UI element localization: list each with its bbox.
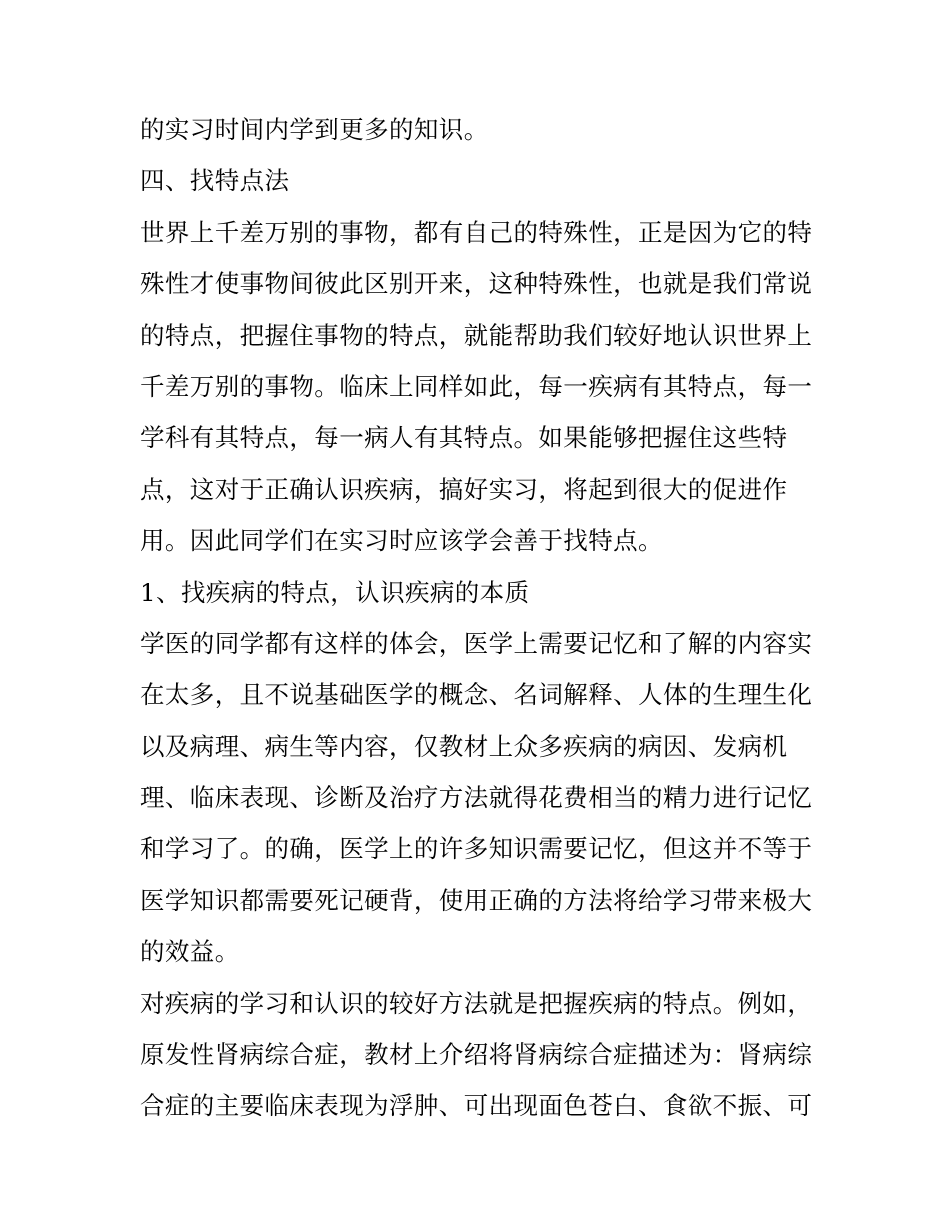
paragraph-line: 理、临床表现、诊断及治疗方法就得花费相当的精力进行记忆: [140, 783, 813, 813]
text-line-continuation: 的实习时间内学到更多的知识。: [140, 115, 489, 144]
paragraph-line: 原发性肾病综合症，教材上介绍将肾病综合症描述为：肾病综: [140, 1040, 813, 1070]
paragraph-line: 对疾病的学习和认识的较好方法就是把握疾病的特点。例如，: [140, 988, 813, 1018]
paragraph-line: 用。因此同学们在实习时应该学会善于找特点。: [140, 526, 663, 556]
paragraph-line: 以及病理、病生等内容，仅教材上众多疾病的病因、发病机: [140, 731, 788, 761]
paragraph-line: 世界上千差万别的事物，都有自己的特殊性，正是因为它的特: [140, 217, 813, 247]
paragraph-line: 的特点，把握住事物的特点，就能帮助我们较好地认识世界上: [140, 320, 813, 350]
paragraph-line: 点，这对于正确认识疾病，搞好实习，将起到很大的促进作: [140, 474, 788, 504]
paragraph-line: 学医的同学都有这样的体会，医学上需要记忆和了解的内容实: [140, 628, 813, 658]
section-heading: 四、找特点法: [140, 166, 290, 196]
paragraph-line: 的效益。: [140, 937, 240, 967]
paragraph-line: 殊性才使事物间彼此区别开来，这种特殊性，也就是我们常说: [140, 269, 813, 299]
paragraph-line: 千差万别的事物。临床上同样如此，每一疾病有其特点，每一: [140, 371, 813, 401]
paragraph-line: 和学习了。的确，医学上的许多知识需要记忆，但这并不等于: [140, 834, 813, 864]
document-body: [140, 104, 820, 1132]
paragraph-line: 在太多，且不说基础医学的概念、名词解释、人体的生理生化: [140, 680, 813, 710]
subsection-heading: 1、找疾病的特点，认识疾病的本质: [140, 577, 530, 607]
paragraph-line: 医学知识都需要死记硬背，使用正确的方法将给学习带来极大: [140, 885, 813, 915]
paragraph-line: 学科有其特点，每一病人有其特点。如果能够把握住这些特: [140, 423, 788, 453]
paragraph-line: 合症的主要临床表现为浮肿、可出现面色苍白、食欲不振、可: [140, 1091, 813, 1121]
